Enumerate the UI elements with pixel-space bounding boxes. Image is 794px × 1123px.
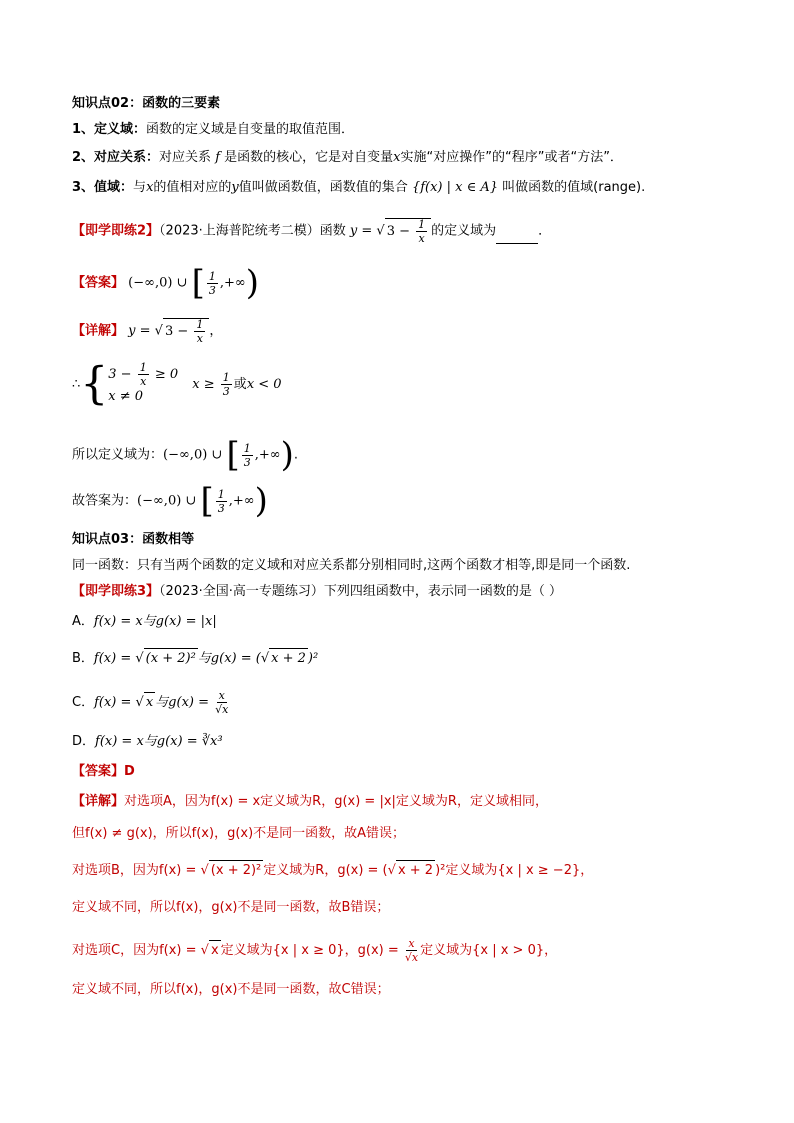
kp02-line-1 xyxy=(72,120,354,140)
ex3-detail-label: 【详解】 xyxy=(72,794,125,809)
ex2-conclusion: 所以定义域为：(−∞,0) ∪ [ $\frac{1}{3}$ ,+∞). xyxy=(72,435,298,475)
option-d xyxy=(72,732,223,752)
option-a-text: f(x) = x与g(x) = |x| xyxy=(93,614,217,629)
kp02-l3-text-a: 与 xyxy=(133,180,147,195)
left-brace: { xyxy=(80,358,109,410)
ex2-func: y = xyxy=(349,223,377,239)
ex2-solution xyxy=(192,372,281,397)
ex2-detail: 【详解】 y = √ 3 − $\frac{1}{x}$ ， xyxy=(72,318,223,345)
ex2-sys-1 xyxy=(108,362,178,387)
ex3-question xyxy=(72,582,562,602)
ex2-final-interval: (−∞,0) ∪ xyxy=(137,493,201,509)
ex2-conclusion-frac xyxy=(242,443,253,468)
ex2-answer-frac xyxy=(207,271,218,296)
ex2-answer-label: 【答案】 xyxy=(72,275,125,291)
kp02-l3-text-d: 叫做函数的值域(range). xyxy=(502,180,646,195)
ex2-final: 故答案为：(−∞,0) ∪ [ $\frac{1}{3}$ ,+∞) xyxy=(72,481,268,521)
kp02-l2-label: 2、对应关系： xyxy=(72,150,160,165)
kp03-text: 同一函数：只有当两个函数的定义域和对应关系都分别相同时,这两个函数才相等,即是同一个函数. xyxy=(72,558,631,573)
option-d-label: D． xyxy=(72,734,96,749)
ex2-final-tail: ,+∞ xyxy=(228,493,255,509)
ex3-d5-frac xyxy=(405,938,418,963)
ex2-interval-tail: ,+∞ xyxy=(219,275,246,291)
option-c: C．f(x) = √ x 与g(x) = $\frac{x}{√x}$ xyxy=(72,689,229,716)
kp02-l2-var2: x xyxy=(393,150,401,165)
kp02-l3-set: {f(x) | x ∈ A} xyxy=(411,180,499,195)
kp02-l1-label: 1、定义域： xyxy=(72,122,147,137)
ex2-source: （2023·上海普陀统考二模）函数 xyxy=(159,223,346,239)
ex3-answer-label: 【答案】 xyxy=(72,764,125,779)
ex2-sol-or: 或 xyxy=(233,377,247,392)
ex2-answer-a: (−∞,0) ∪ xyxy=(128,275,192,291)
ex3-d5-a: 对选项C，因为f(x) = xyxy=(72,943,201,958)
kp02-l2-text-c: 实施“对应操作”的“程序”或者“方法”． xyxy=(400,150,623,165)
option-b-b: 与g(x) = ( xyxy=(197,651,261,666)
ex2-answer: 【答案】 (−∞,0) ∪ [ $\frac{1}{3}$ ,+∞) xyxy=(72,263,259,303)
ex2-sys1-post: ≥ 0 xyxy=(150,367,179,382)
ex2-conc-den: 3 xyxy=(243,455,251,469)
ex2-interval-num: 1 xyxy=(208,269,216,283)
kp02-line-3 xyxy=(72,178,645,198)
ex3-d1-text: 对选项A，因为f(x) = x定义域为R，g(x) = |x|定义域为R，定义域相同， xyxy=(124,794,548,809)
kp03-heading: 知识点03：函数相等 xyxy=(72,532,195,547)
ex2-final-label: 故答案为： xyxy=(72,493,138,509)
ex3-detail-2: 但f(x) ≠ g(x)，所以f(x)，g(x)不是同一函数，故A错误； xyxy=(72,826,406,841)
kp02-l3-var: x xyxy=(146,180,154,195)
kp02-l2-text-a: 对应关系 xyxy=(159,150,212,165)
ex3-d3-c: )²定义域为{x | x ≥ −2}， xyxy=(435,863,594,878)
kp02-l2-text-b: 是函数的核心，它是对自变量 xyxy=(224,150,394,165)
ex3-source: （2023·全国·高一专题练习）下列四组函数中，表示同一函数的是（ ） xyxy=(159,584,563,599)
option-b: B．f(x) = √ (x + 2)² 与g(x) = (√ x + 2 )² xyxy=(72,648,318,669)
ex2-final-num: 1 xyxy=(217,487,225,501)
option-b-label: B． xyxy=(72,651,94,666)
ex2-frac-den: x xyxy=(418,232,425,245)
ex3-detail-6: 定义域不同，所以f(x)，g(x)不是同一函数，故C错误； xyxy=(72,982,390,997)
ex2-rad-pre: 3 − xyxy=(386,224,415,239)
ex3-d5-c: 定义域为{x | x > 0}， xyxy=(420,943,558,958)
kp02-l3-label: 3、值域： xyxy=(72,180,134,195)
kp02-l3-text-b: 的值相对应的 xyxy=(153,180,232,195)
ex2-conc-num: 1 xyxy=(243,441,251,455)
kp02-l2-var: f xyxy=(215,150,221,165)
kp02-line-2 xyxy=(72,148,623,168)
answer-blank xyxy=(496,231,538,244)
option-c-frac xyxy=(215,690,228,715)
kp02-l3-var2: y xyxy=(231,180,239,195)
ex3-tag: 【即学即练3】 xyxy=(72,584,160,599)
ex3-d3-rad: (x + 2)² xyxy=(209,860,263,881)
ex2-sys-frac xyxy=(138,362,149,387)
ex2-conclusion-label: 所以定义域为： xyxy=(72,447,164,463)
ex3-d3-a: 对选项B，因为f(x) = xyxy=(72,863,201,878)
ex2-sol-pre: x ≥ xyxy=(192,377,219,392)
ex3-detail-4: 定义域不同，所以f(x)，g(x)不是同一函数，故B错误； xyxy=(72,900,390,915)
ex2-sol-den: 3 xyxy=(222,385,230,398)
ex2-sys-frac-den: x xyxy=(140,375,147,388)
ex2-final-den: 3 xyxy=(217,501,225,515)
option-a xyxy=(72,612,217,632)
option-c-rad1: x xyxy=(144,692,155,713)
ex2-conc-end: . xyxy=(293,447,298,463)
ex2-interval-den: 3 xyxy=(208,283,216,297)
ex2-conc-tail: ,+∞ xyxy=(254,447,281,463)
option-c-a: f(x) = xyxy=(94,695,136,710)
ex3-answer-value: D xyxy=(124,764,135,779)
ex2-frac-num: 1 xyxy=(418,218,426,231)
ex2-sys-frac-num: 1 xyxy=(139,361,147,374)
ex2-tag: 【即学即练2】 xyxy=(72,223,160,239)
ex2-sol-post: x < 0 xyxy=(246,377,282,392)
ex2-sys-2: x ≠ 0 xyxy=(108,389,144,404)
ex2-detail-label: 【详解】 xyxy=(72,323,125,339)
ex2-final-frac xyxy=(216,489,227,514)
ex2-conclusion-interval: (−∞,0) ∪ xyxy=(163,447,227,463)
option-c-num: x xyxy=(218,689,225,702)
ex2-detail-func: y = xyxy=(128,323,155,339)
ex3-d5-num: x xyxy=(408,937,415,950)
ex2-detail-radical xyxy=(163,318,209,344)
ex2-frac xyxy=(416,219,427,244)
therefore-symbol: ∴ xyxy=(72,377,81,392)
option-b-rad2: x + 2 xyxy=(269,648,308,669)
option-b-a: f(x) = xyxy=(93,651,136,666)
ex2-system-lines xyxy=(108,362,178,407)
ex3-answer xyxy=(72,762,135,782)
ex2-system xyxy=(72,358,282,422)
ex2-sol-frac xyxy=(221,372,232,397)
ex2-question: 【即学即练2】（2023·上海普陀统考二模）函数 y = √ 3 − $\frac{1}{x}$ 的定义域为 ． xyxy=(72,218,552,245)
kp02-l3-text-c: 值叫做函数值，函数值的集合 xyxy=(238,180,408,195)
ex2-detail-rad-pre: 3 − xyxy=(164,324,193,339)
ex2-sol-num: 1 xyxy=(222,371,230,384)
ex3-d5-rad: x xyxy=(209,940,221,961)
kp02-heading: 知识点02：函数的三要素 xyxy=(72,96,221,111)
ex2-end: ． xyxy=(538,223,552,239)
ex3-d5-den: √x xyxy=(404,951,419,964)
option-c-den: √x xyxy=(215,703,229,716)
option-b-rad1: (x + 2)² xyxy=(144,648,198,669)
ex3-d5-b: 定义域为{x | x ≥ 0}，g(x) = xyxy=(220,943,403,958)
ex3-detail-5: 对选项C，因为f(x) = √ x 定义域为{x | x ≥ 0}，g(x) = $\frac{x}{√x}$ 定义域为{x | x > 0}， xyxy=(72,937,558,964)
ex2-radical xyxy=(385,218,431,244)
ex2-detail-frac-num: 1 xyxy=(196,318,204,331)
ex3-d3-rad2: x + 2 xyxy=(396,860,435,881)
ex2-detail-frac-den: x xyxy=(196,332,204,345)
ex3-d3-b: 定义域为R，g(x) = ( xyxy=(263,863,388,878)
ex2-sys1-pre: 3 − xyxy=(108,367,136,382)
option-a-label: A． xyxy=(72,614,94,629)
ex2-tail: 的定义域为 xyxy=(431,223,497,239)
kp02-l1-text: 函数的定义域是自变量的取值范围． xyxy=(146,122,355,137)
option-d-text: f(x) = x与g(x) = ∛x³ xyxy=(95,734,223,749)
ex3-detail-3: 对选项B，因为f(x) = √ (x + 2)² 定义域为R，g(x) = (√ x + 2 )²定义域为{x | x ≥ −2}， xyxy=(72,860,593,881)
option-c-label: C． xyxy=(72,695,95,710)
option-b-c: )² xyxy=(307,651,319,666)
ex2-detail-frac xyxy=(194,319,205,344)
option-c-b: 与g(x) = xyxy=(155,695,214,710)
ex3-detail-1 xyxy=(72,792,548,812)
